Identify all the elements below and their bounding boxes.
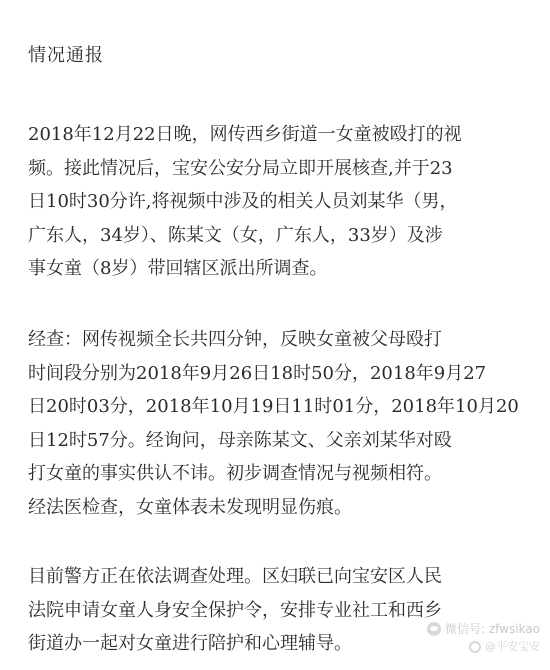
watermark-wechat	[390, 620, 540, 638]
watermark-wechat-id: 微信号: zfwsikao	[444, 622, 540, 636]
paragraph-line: 日10时30分许,将视频中涉及的相关人员刘某华（男，	[28, 191, 458, 212]
paragraph-line: 日12时57分。经询问，母亲陈某文、父亲刘某华对殴	[28, 429, 452, 451]
paragraph-line: 法院申请女童人身安全保护令，安排专业社工和西乡	[28, 599, 442, 621]
wechat-icon	[427, 622, 441, 636]
watermark-weibo-handle: @平安宝安	[485, 640, 540, 653]
paragraph-line: 目前警方正在依法调查处理。区妇联已向宝安区人民	[28, 566, 442, 587]
paragraph-line: 经查：网传视频全长共四分钟，反映女童被父母殴打	[28, 329, 442, 350]
paragraph-line: 频。接此情况后，宝安公安分局立即开展核查,并于23	[28, 157, 453, 179]
weibo-icon	[469, 641, 481, 653]
paragraph-incident	[28, 118, 526, 286]
watermark	[390, 620, 540, 664]
paragraph-line: 日20时03分，2018年10月19日11时01分，2018年10月20	[28, 396, 519, 417]
paragraph-findings	[28, 323, 526, 524]
paragraph-line: 经法医检查，女童体表未发现明显伤痕。	[28, 496, 352, 518]
paragraph-line: 事女童（8岁）带回辖区派出所调查。	[28, 258, 328, 279]
page-title: 情况通报	[28, 45, 104, 66]
paragraph-line: 2018年12月22日晚，网传西乡街道一女童被殴打的视	[28, 124, 462, 145]
paragraph-line: 时间段分别为2018年9月26日18时50分，2018年9月27	[28, 362, 487, 384]
paragraph-line: 广东人，34岁）、陈某文（女，广东人，33岁）及涉	[28, 224, 443, 246]
paragraph-line: 街道办一起对女童进行陪护和心理辅导。	[28, 633, 352, 654]
paragraph-line: 打女童的事实供认不讳。初步调查情况与视频相符。	[28, 463, 442, 484]
watermark-weibo	[390, 638, 540, 656]
